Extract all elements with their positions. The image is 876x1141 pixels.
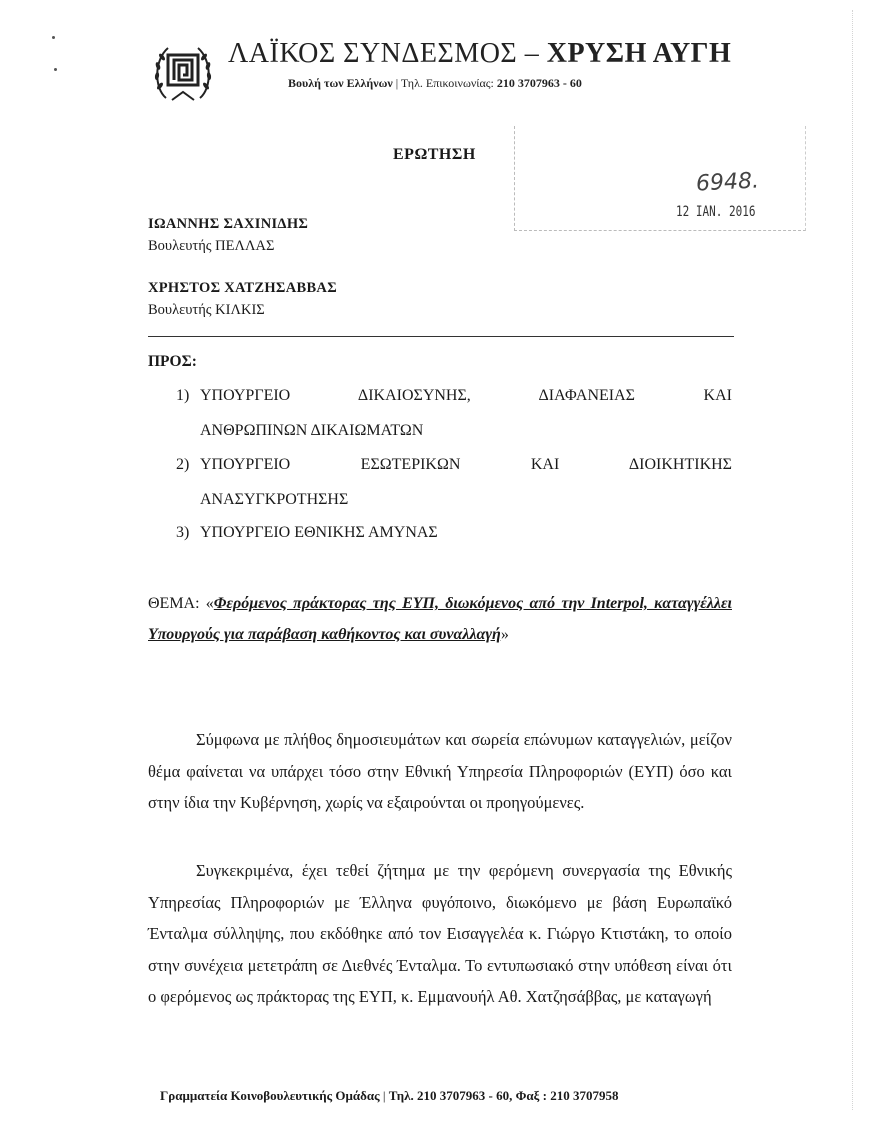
document-type-title: ΕΡΩΤΗΣΗ bbox=[393, 146, 476, 163]
recipient-number: 1) bbox=[176, 387, 190, 404]
mp-name: ΙΩΑΝΝΗΣ ΣΑΧΙΝΙΔΗΣ bbox=[148, 216, 309, 232]
recipient-line: ΥΠΟΥΡΓΕΙΟ ΔΙΚΑΙΟΣΥΝΗΣ, ΔΙΑΦΑΝΕΙΑΣ ΚΑΙ bbox=[200, 387, 732, 404]
registration-number: 6948. bbox=[695, 168, 760, 197]
scan-edge bbox=[852, 10, 855, 1110]
registration-stamp bbox=[514, 126, 806, 231]
body-paragraph: Συγκεκριμένα, έχει τεθεί ζήτημα με την φερόμενη συνεργασία της Εθνικής Υπηρεσίας Πληροφοριών με Έλληνα φυγόποινο, διωκόμενο με βάση Ευρωπαϊκό Ένταλμα σύλληψης, που εκδόθηκε από τον Εισαγγελέα κ. Γιώργο Κτιστάκη, το οποίο στην συνέχεια μετετράπη σε Διεθνές Ένταλμα. Το εντυπωσιακό στην υπόθεση είναι ότι ο φερόμενος ως πράκτορας της ΕΥΠ, κ. Εμμανουήλ Αθ. Χατζησάββας, με καταγωγή bbox=[148, 861, 732, 1006]
parliament-contact-line: Βουλή των Ελλήνων | Τηλ. Επικοινωνίας: 210 3707963 - 60 bbox=[288, 76, 582, 90]
subject-title: Φερόμενος πράκτορας της ΕΥΠ, διωκόμενος από την Interpol, καταγγέλλει Υπουργούς για παράβαση καθήκοντος και συναλλαγή bbox=[148, 595, 732, 643]
registration-date: 12 ΙΑΝ. 2016 bbox=[676, 203, 756, 220]
recipient-line: ΥΠΟΥΡΓΕΙΟ ΕΘΝΙΚΗΣ ΑΜΥΝΑΣ bbox=[200, 524, 438, 541]
recipient-line: ΑΝΑΣΥΓΚΡΟΤΗΣΗΣ bbox=[200, 491, 349, 508]
scan-speck bbox=[54, 68, 57, 71]
recipient-item bbox=[176, 515, 732, 550]
recipient-number: 2) bbox=[176, 456, 190, 473]
subject-block bbox=[148, 588, 732, 650]
recipients-label: ΠΡΟΣ: bbox=[148, 353, 197, 370]
subject-label: ΘΕΜΑ: « bbox=[148, 595, 214, 612]
body-paragraph: Σύμφωνα με πλήθος δημοσιευμάτων και σωρεία επώνυμων καταγγελιών, μείζον θέμα φαίνεται να υπάρχει τόσο στην Εθνική Υπηρεσία Πληροφοριών (ΕΥΠ) όσο και στην ίδια την Κυβέρνηση, χωρίς να εξαιρούνται οι προηγούμενες. bbox=[148, 730, 732, 812]
recipient-line: ΑΝΘΡΩΠΙΝΩΝ ΔΙΚΑΙΩΜΑΤΩΝ bbox=[200, 422, 424, 439]
recipient-line: ΥΠΟΥΡΓΕΙΟ ΕΣΩΤΕΡΙΚΩΝ ΚΑΙ ΔΙΟΙΚΗΤΙΚΗΣ bbox=[200, 456, 732, 473]
recipient-number: 3) bbox=[176, 524, 190, 541]
separator-rule bbox=[148, 336, 734, 337]
mp-constituency: Βουλευτής ΠΕΛΛΑΣ bbox=[148, 238, 275, 254]
subject-close-quote: » bbox=[500, 626, 509, 643]
party-emblem-logo bbox=[152, 38, 214, 108]
recipient-item bbox=[176, 447, 732, 517]
recipient-item bbox=[176, 378, 732, 448]
party-name: ΛΑΪΚΟΣ ΣΥΝΔΕΣΜΟΣ – ΧΡΥΣΗ ΑΥΓΗ bbox=[228, 38, 732, 69]
mp-constituency: Βουλευτής ΚΙΛΚΙΣ bbox=[148, 302, 265, 318]
page-footer: Γραμματεία Κοινοβουλευτικής Ομάδας | Τηλ. 210 3707963 - 60, Φαξ : 210 3707958 bbox=[160, 1088, 619, 1103]
scan-speck bbox=[52, 36, 55, 39]
mp-name: ΧΡΗΣΤΟΣ ΧΑΤΖΗΣΑΒΒΑΣ bbox=[148, 280, 337, 296]
